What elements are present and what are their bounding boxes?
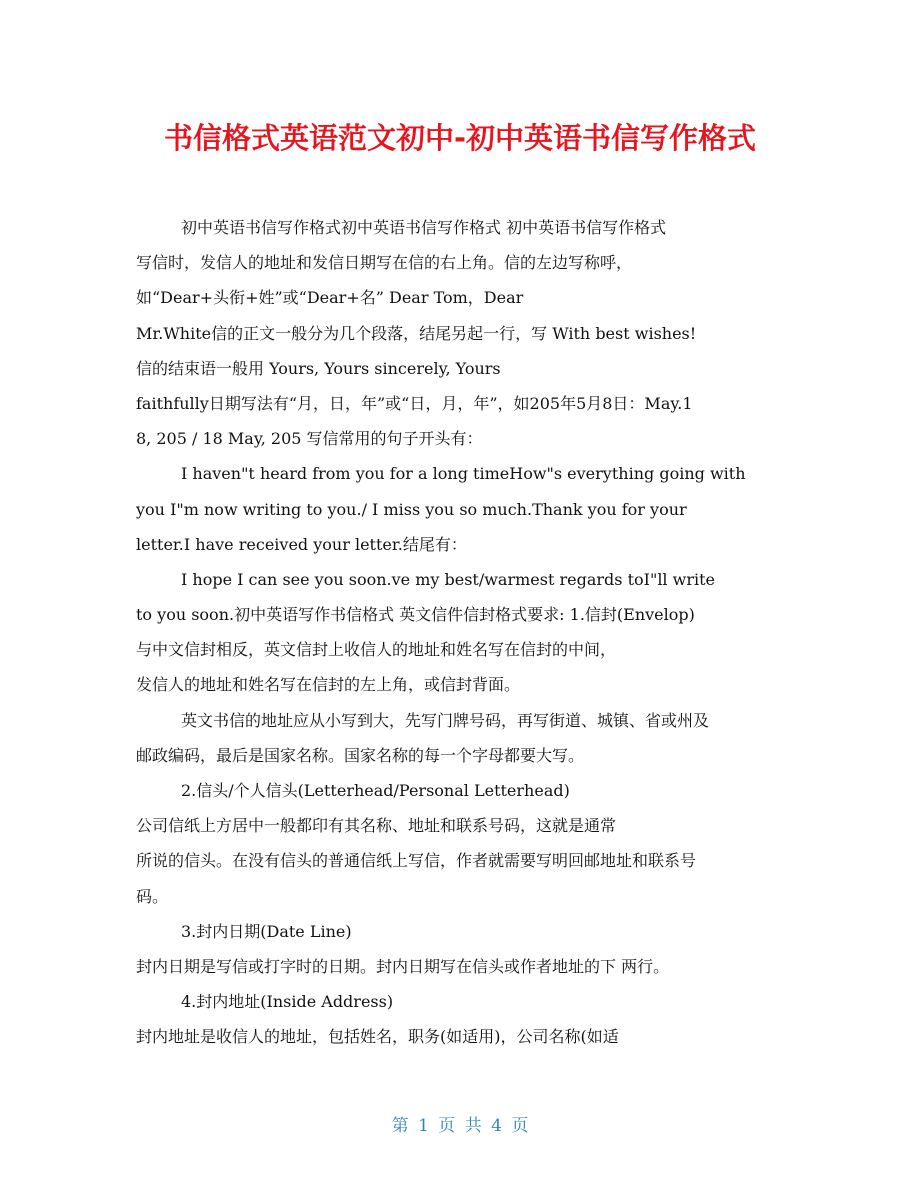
paragraph-line: 英文书信的地址应从小写到大，先写门牌号码，再写街道、城镇、省或州及: [181, 710, 710, 730]
paragraph-line: 码。: [136, 886, 169, 906]
paragraph-line: you I"m now writing to you./ I miss you so much.Thank you for your: [136, 499, 687, 519]
paragraph-line: 信的结束语一般用 Yours, Yours sincerely, Yours: [136, 358, 501, 378]
document-title: 书信格式英语范文初中-初中英语书信写作格式: [163, 121, 757, 155]
document-body: [136, 210, 788, 1055]
section-heading-inside-address: 4.封内地址(Inside Address): [181, 992, 394, 1012]
paragraph-line: I haven"t heard from you for a long timeHow"s everything going with: [181, 464, 746, 484]
paragraph-line: 所说的信头。在没有信头的普通信纸上写信，作者就需要写明回邮地址和联系号: [136, 851, 697, 871]
paragraph-line: to you soon.初中英语写作书信格式 英文信件信封格式要求: 1.信封(Envelop): [136, 605, 695, 625]
paragraph-line: 如“Dear+头衔+姓”或“Dear+名” Dear Tom，Dear: [136, 288, 524, 308]
section-heading-date-line: 3.封内日期(Date Line): [181, 921, 352, 941]
paragraph-line: letter.I have received your letter.结尾有：: [136, 534, 467, 554]
paragraph-line: 邮政编码，最后是国家名称。国家名称的每一个字母都要大写。: [136, 745, 585, 765]
paragraph-line: 与中文信封相反，英文信封上收信人的地址和姓名写在信封的中间，: [136, 640, 617, 660]
paragraph-line: 封内日期是写信或打字时的日期。封内日期写在信头或作者地址的下 两行。: [136, 956, 670, 976]
paragraph-line: 8, 205 / 18 May, 205 写信常用的句子开头有：: [136, 429, 483, 449]
paragraph-line: 封内地址是收信人的地址，包括姓名，职务(如适用)，公司名称(如适: [136, 1027, 619, 1047]
paragraph-line: 发信人的地址和姓名写在信封的左上角，或信封背面。: [136, 675, 521, 695]
page-number-footer: 第 1 页 共 4 页: [391, 1116, 529, 1136]
paragraph-line: 初中英语书信写作格式初中英语书信写作格式 初中英语书信写作格式: [181, 218, 667, 237]
section-heading-letterhead: 2.信头/个人信头(Letterhead/Personal Letterhead): [181, 781, 570, 800]
paragraph-line: faithfully日期写法有“月，日，年”或“日，月，年”，如205年5月8日：May.1: [136, 393, 693, 413]
paragraph-line: 公司信纸上方居中一般都印有其名称、地址和联系号码，这就是通常: [136, 816, 617, 836]
paragraph-line: 写信时，发信人的地址和发信日期写在信的右上角。信的左边写称呼，: [136, 253, 633, 273]
paragraph-line: I hope I can see you soon.ve my best/warmest regards toI"ll write: [181, 569, 715, 589]
paragraph-line: Mr.White信的正文一般分为几个段落，结尾另起一行，写 With best wishes!: [136, 323, 697, 343]
